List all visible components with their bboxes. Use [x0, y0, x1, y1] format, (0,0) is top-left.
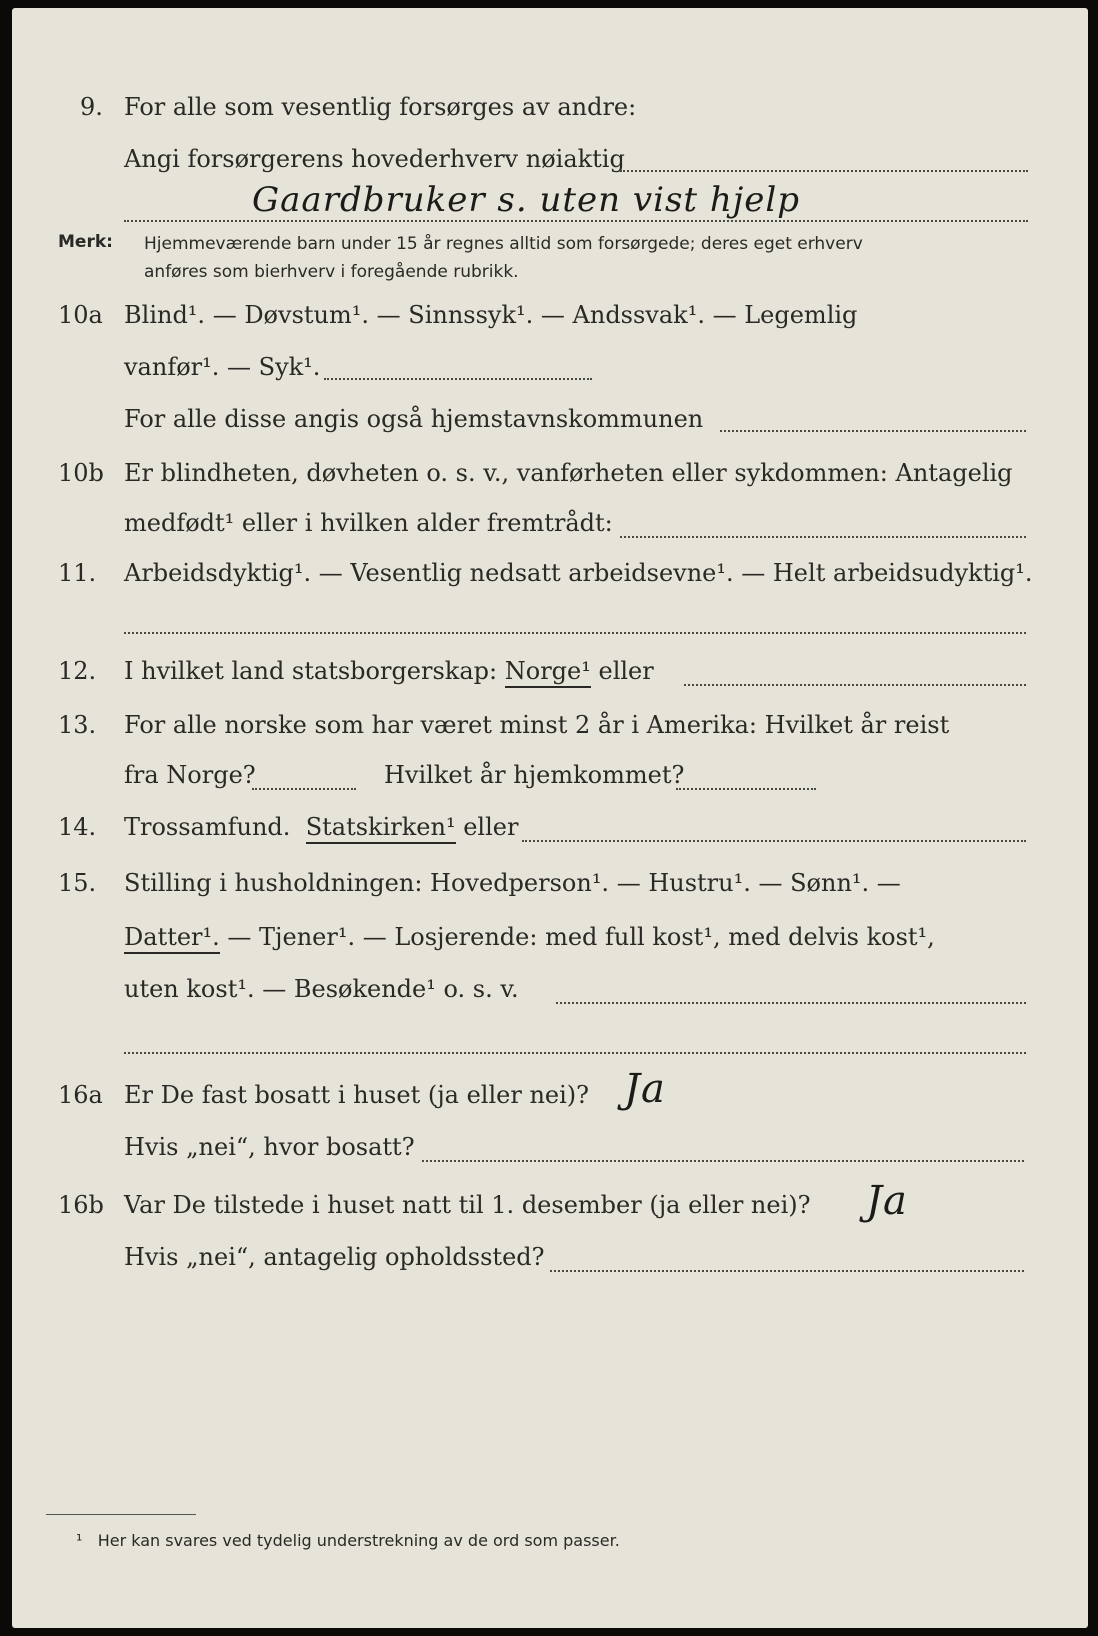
merk-label [58, 230, 113, 254]
q14-underlined-answer: Statskirken¹ [306, 813, 456, 844]
q16b-followup: Hvis „nei“, antagelig opholdssted? [124, 1243, 545, 1271]
footnote-mark: ¹ [76, 1531, 83, 1550]
q15-number: 15. [58, 869, 97, 897]
q10a-fill-line [324, 378, 592, 380]
q14-suffix: eller [463, 813, 519, 841]
q9-fill-line [620, 170, 1028, 172]
q11-fill-line [124, 632, 1026, 634]
q12-number: 12. [58, 657, 97, 685]
q12-prefix: I hvilket land statsborgerskap: [124, 657, 498, 685]
q13-question-line2b: Hvilket år hjemkommet? [384, 761, 685, 789]
q16b-number: 16b [58, 1191, 104, 1219]
q9-handwritten-answer: Gaardbruker s. uten vist hjelp [252, 180, 801, 220]
q12-question [124, 656, 654, 686]
q16a-fill-line [422, 1160, 1024, 1162]
q15-underlined-answer: Datter¹. [124, 923, 220, 954]
q16a-handwritten-answer: Ja [624, 1066, 666, 1112]
q14-prefix: Trossamfund. [124, 813, 291, 841]
footnote [76, 1526, 620, 1556]
q10a-options-line1: Blind¹. — Døvstum¹. — Sinnssyk¹. — Andssvak¹. — Legemlig [124, 301, 858, 329]
q14-fill-line [522, 840, 1026, 842]
q9-subquestion: Angi forsørgerens hovederhverv nøiaktig [124, 145, 625, 173]
census-form-page [12, 8, 1088, 1628]
footnote-rule [46, 1514, 196, 1515]
q16a-number: 16a [58, 1081, 103, 1109]
q11-number: 11. [58, 559, 97, 587]
q9-number: 9. [80, 93, 103, 121]
q10a-number: 10a [58, 301, 103, 329]
q10b-question-line2: medfødt¹ eller i hvilken alder fremtrådt: [124, 509, 613, 537]
merk-text-1: Hjemmeværende barn under 15 år regnes alltid som forsørgede; deres eget erhverv [144, 234, 863, 254]
q13-year-left-fill-line [252, 788, 356, 790]
q15-line2-rest: — Tjener¹. — Losjerende: med full kost¹, med delvis kost¹, [227, 923, 935, 951]
q16a-question: Er De fast bosatt i huset (ja eller nei)? [124, 1081, 590, 1109]
q15-options-line1: Stilling i husholdningen: Hovedperson¹. — Hustru¹. — Sønn¹. — [124, 869, 901, 897]
q16a-followup: Hvis „nei“, hvor bosatt? [124, 1133, 415, 1161]
q14-number: 14. [58, 813, 97, 841]
q16b-handwritten-answer: Ja [866, 1178, 908, 1224]
q9-answer-line [124, 220, 1028, 222]
q13-question-line1: For alle norske som har været minst 2 år i Amerika: Hvilket år reist [124, 711, 950, 739]
q13-year-returned-fill-line [676, 788, 816, 790]
q10b-number: 10b [58, 459, 104, 487]
q12-underlined-answer: Norge¹ [505, 657, 591, 688]
q10b-fill-line [620, 536, 1026, 538]
q16b-fill-line [550, 1270, 1024, 1272]
q9-question: For alle som vesentlig forsørges av andre: [124, 93, 637, 121]
merk-text-2: anføres som bierhverv i foregående rubrikk. [144, 262, 519, 282]
merk-line-2 [144, 260, 519, 284]
q15-options-line2 [124, 922, 935, 952]
q16b-question: Var De tilstede i huset natt til 1. desember (ja eller nei)? [124, 1191, 811, 1219]
merk-label-text: Merk: [58, 232, 113, 252]
q10a-hometown-fill-line [720, 430, 1026, 432]
q10a-hometown-question: For alle disse angis også hjemstavnskommunen [124, 405, 704, 433]
q12-suffix: eller [598, 657, 654, 685]
q15-fill-line [556, 1002, 1026, 1004]
merk-line-1 [144, 232, 863, 256]
q10a-options-line2: vanfør¹. — Syk¹. [124, 353, 321, 381]
q14-question [124, 812, 518, 842]
q11-options: Arbeidsdyktig¹. — Vesentlig nedsatt arbeidsevne¹. — Helt arbeidsudyktig¹. [124, 559, 1033, 587]
q13-number: 13. [58, 711, 97, 739]
q15-extra-fill-line [124, 1052, 1026, 1054]
q13-question-line2a: fra Norge? [124, 761, 256, 789]
q12-fill-line [684, 684, 1026, 686]
q10b-question-line1: Er blindheten, døvheten o. s. v., vanførheten eller sykdommen: Antagelig [124, 459, 1013, 487]
q15-options-line3: uten kost¹. — Besøkende¹ o. s. v. [124, 975, 519, 1003]
footnote-text: Her kan svares ved tydelig understrekning av de ord som passer. [97, 1531, 620, 1550]
